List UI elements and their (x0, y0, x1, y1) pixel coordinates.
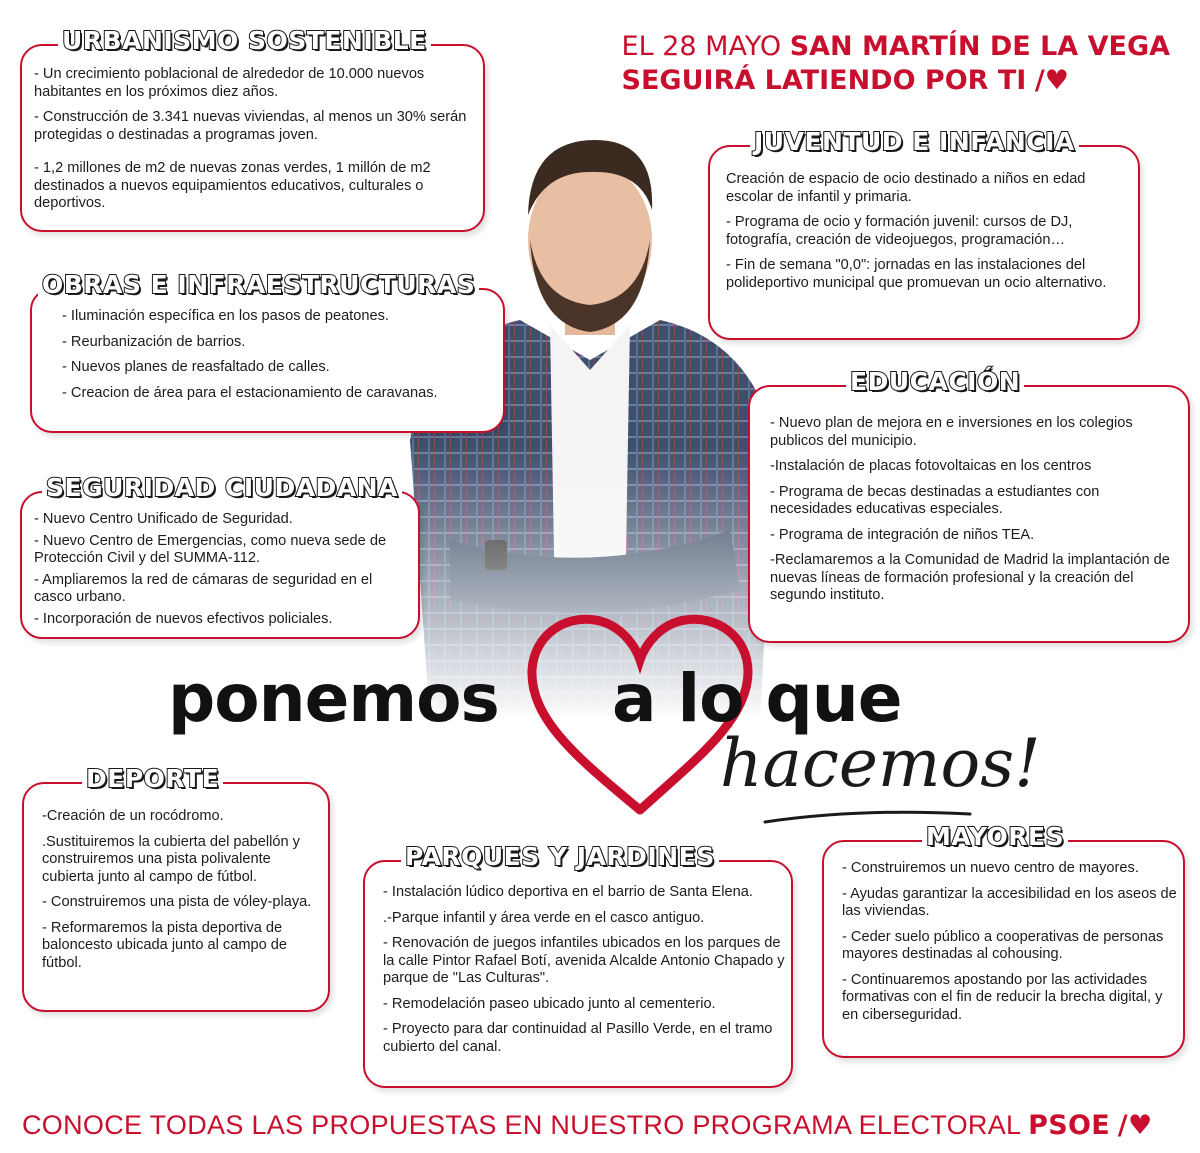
list-item: - Nuevo Centro de Emergencias, como nueva sede de Protección Civil y del SUMMA-112. (34, 532, 387, 566)
list-item: - Ayudas garantizar la accesibilidad en los aseos de las viviendas. (842, 885, 1177, 919)
list-item: - Programa de becas destinadas a estudiantes con necesidades educativas especiales. (770, 483, 1100, 517)
list-item: - Ceder suelo público a cooperativas de personas mayores destinadas al cohousing. (842, 928, 1164, 962)
list-item: - Instalación lúdico deportiva en el barrio de Santa Elena. (383, 884, 753, 900)
section-title: PARQUES Y JARDINES (401, 842, 719, 872)
list-item: -Creación de un rocódromo. (42, 808, 224, 824)
section-juventud (708, 127, 1140, 340)
list-item: - Construiremos un nuevo centro de mayores. (842, 860, 1139, 876)
list-item: - Remodelación paseo ubicado junto al cementerio. (383, 995, 716, 1012)
list-item: - Un crecimiento poblacional de alrededor de 10.000 nuevos habitantes en los próximos diez años. (34, 66, 425, 100)
section-deporte (22, 764, 330, 1012)
section-title: MAYORES (922, 822, 1068, 852)
section-seguridad (20, 473, 420, 639)
list-item: - Iluminación específica en los pasos de peatones. (62, 308, 389, 324)
slogan-part3: hacemos! (720, 725, 1041, 802)
section-mayores (822, 822, 1185, 1058)
list-item: - Incorporación de nuevos efectivos policiales. (34, 610, 333, 627)
footer (22, 1110, 1152, 1141)
list-item: - Ampliaremos la red de cámaras de seguridad en el casco urbano. (34, 571, 373, 605)
list-item: - Proyecto para dar continuidad al Pasillo Verde, en el tramo cubierto del canal. (383, 1021, 773, 1055)
section-title: JUVENTUD E INFANCIA (750, 127, 1079, 157)
list-item: - Reformaremos la pista deportiva de baloncesto ubicada junto al campo de fútbol. (42, 919, 288, 971)
list-item: - Programa de integración de niños TEA. (770, 526, 1035, 543)
heart-icon: /♥ (1117, 1110, 1153, 1141)
list-item: .Sustituiremos la cubierta del pabellón y construiremos una pista polivalente cubierta junto al campo de fútbol. (42, 833, 300, 885)
section-educacion (748, 367, 1190, 643)
list-item: - Creacion de área para el estacionamiento de caravanas. (62, 384, 438, 401)
footer-brand: PSOE (1028, 1110, 1110, 1141)
section-urbanismo (20, 26, 485, 232)
section-title: SEGURIDAD CIUDADANA (42, 473, 402, 503)
heart-icon: /♥ (1034, 65, 1069, 96)
list-item: - Nuevo Centro Unificado de Seguridad. (34, 511, 293, 527)
headline-date: EL 28 MAYO (621, 31, 782, 62)
list-item: - Programa de ocio y formación juvenil: cursos de DJ, fotografía, creación de videojuegos, programación… (726, 214, 1073, 248)
section-parques (363, 842, 793, 1088)
list-item: - Nuevos planes de reasfaltado de calles. (62, 359, 330, 375)
list-item: -Reclamaremos a la Comunidad de Madrid la implantación de nuevas líneas de formación profesional y la creación del segundo instituto. (770, 552, 1170, 603)
list-item: - Construiremos una pista de vóley-playa. (42, 894, 312, 910)
section-title: URBANISMO SOSTENIBLE (58, 26, 431, 56)
headline (622, 30, 1170, 98)
list-item: .-Parque infantil y área verde en el casco antiguo. (383, 909, 705, 926)
slogan-part1: ponemos (168, 660, 499, 737)
section-title: EDUCACIÓN (846, 367, 1024, 397)
headline-tagline: SEGUIRÁ LATIENDO POR TI (621, 65, 1027, 96)
list-item: - Construcción de 3.341 nuevas viviendas, al menos un 30% serán protegidas o destinadas a programas joven. (34, 109, 467, 143)
list-item: - Renovación de juegos infantiles ubicados en los parques de la calle Pintor Rafael Botí, avenida Alcalde Antonio Chapado y parque de "Las Culturas". (383, 935, 785, 986)
footer-text: CONOCE TODAS LAS PROPUESTAS EN NUESTRO PROGRAMA ELECTORAL (22, 1110, 1021, 1140)
headline-town: SAN MARTÍN DE LA VEGA (789, 31, 1170, 62)
list-item: - 1,2 millones de m2 de nuevas zonas verdes, 1 millón de m2 destinados a nuevos equipamientos educativos, culturales o deportivos. (34, 160, 431, 211)
list-item: Creación de espacio de ocio destinado a niños en edad escolar de infantil y primaria. (726, 171, 1086, 205)
section-title: DEPORTE (82, 764, 223, 794)
section-title: OBRAS E INFRAESTRUCTURAS (38, 270, 479, 300)
list-item: - Nuevo plan de mejora en e inversiones en los colegios publicos del municipio. (770, 415, 1133, 449)
list-item: - Continuaremos apostando por las actividades formativas con el fin de reducir la brecha digital, y en ciberseguridad. (842, 971, 1163, 1023)
list-item: - Fin de semana "0,0": jornadas en las instalaciones del polideportivo municipal que promuevan un ocio alternativo. (726, 257, 1107, 291)
slogan-part2: a lo que (612, 660, 902, 737)
list-item: -Instalación de placas fotovoltaicas en los centros (770, 458, 1092, 474)
list-item: - Reurbanización de barrios. (62, 333, 246, 350)
section-obras (30, 270, 505, 433)
